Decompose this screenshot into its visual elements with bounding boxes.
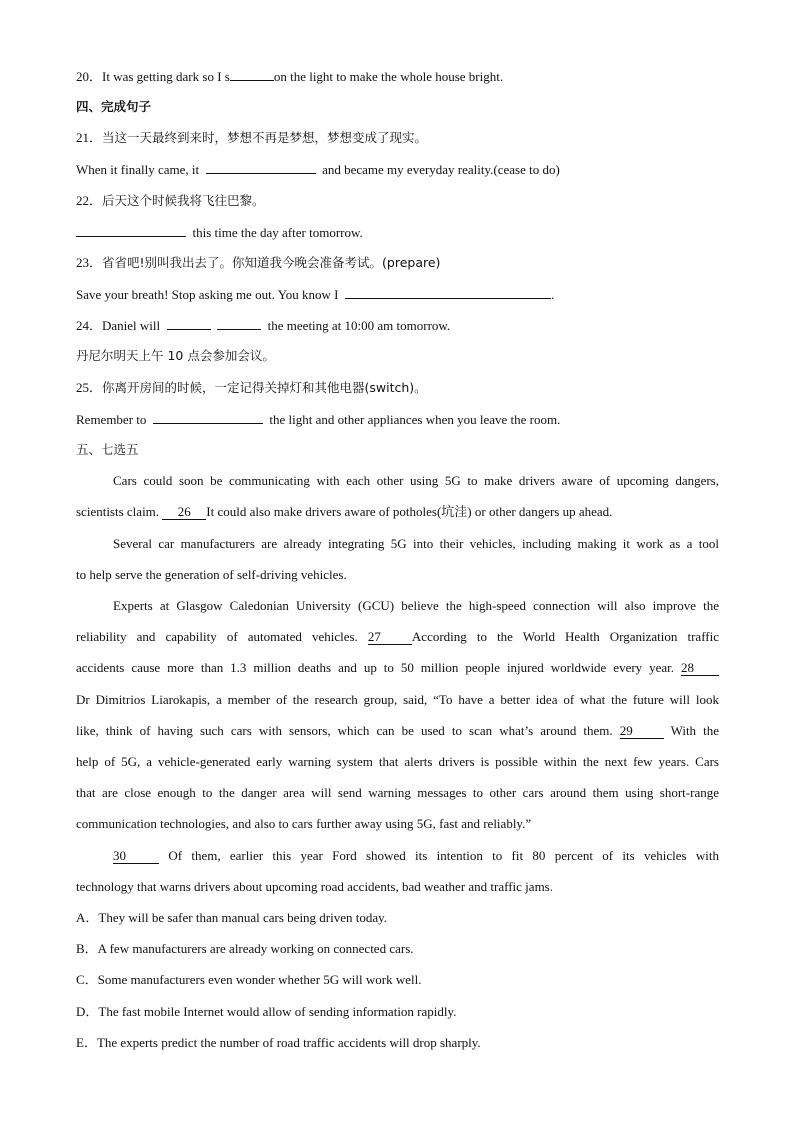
question-23-sentence: Save your breath! Stop asking me out. You know I . <box>76 287 555 302</box>
passage-line: Cars could soon be communicating with each other using 5G to make drivers aware of upcoming dangers, <box>113 473 719 488</box>
section-5-title: 五、七选五 <box>76 442 139 457</box>
passage-line: technology that warns drivers about upcoming road accidents, bad weather and traffic jams. <box>76 879 553 894</box>
question-23-prompt: 23．省省吧!别叫我出去了。你知道我今晚会准备考试。(prepare) <box>76 255 441 270</box>
passage-line: that are close enough to the danger area will send warning messages to other cars around them using short-range <box>76 785 719 800</box>
option-a[interactable]: A．They will be safer than manual cars being driven today. <box>76 910 388 925</box>
passage-line: communication technologies, and also to cars further away using 5G, fast and reliably.” <box>76 816 532 831</box>
question-22-prompt: 22．后天这个时候我将飞往巴黎。 <box>76 193 265 208</box>
passage-line: Several car manufacturers are already integrating 5G into their vehicles, including making it work as a tool <box>113 536 719 551</box>
passage-line: 30 Of them, earlier this year Ford showed its intention to fit 80 percent of its vehicles with <box>113 848 719 863</box>
answer-blank[interactable] <box>153 411 263 424</box>
answer-blank[interactable] <box>345 286 551 299</box>
question-20: 20．It was getting dark so I s on the light to make the whole house bright. <box>76 69 504 84</box>
answer-blank[interactable] <box>217 317 261 330</box>
option-b[interactable]: B．A few manufacturers are already working on connected cars. <box>76 941 414 956</box>
answer-blank[interactable] <box>230 68 274 81</box>
question-24-translation: 丹尼尔明天上午 10 点会参加会议。 <box>76 348 275 363</box>
question-24-sentence: 24．Daniel will the meeting at 10:00 am tomorrow. <box>76 318 451 333</box>
question-number: 20． <box>76 69 103 84</box>
passage-line: scientists claim. 26 It could also make drivers aware of potholes(坑洼) or other dangers up ahead. <box>76 504 613 519</box>
question-22-sentence: this time the day after tomorrow. <box>76 224 363 241</box>
question-25-prompt: 25．你离开房间的时候，一定记得关掉灯和其他电器(switch)。 <box>76 380 427 395</box>
section-4-title: 四、完成句子 <box>76 99 152 114</box>
blank-30[interactable]: 30 <box>113 849 159 864</box>
passage-line: Experts at Glasgow Caledonian University (GCU) believe the high-speed connection will also improve the <box>113 598 719 613</box>
question-21-sentence: When it finally came, it and became my everyday reality.(cease to do) <box>76 162 560 177</box>
answer-blank[interactable] <box>167 317 211 330</box>
blank-26[interactable]: 26 <box>162 505 206 520</box>
option-e[interactable]: E．The experts predict the number of road traffic accidents will drop sharply. <box>76 1035 481 1050</box>
question-25-sentence: Remember to the light and other appliances when you leave the room. <box>76 412 561 427</box>
passage-line: to help serve the generation of self-driving vehicles. <box>76 567 347 582</box>
answer-blank[interactable] <box>206 161 316 174</box>
answer-blank[interactable] <box>76 224 186 237</box>
passage-line: Dr Dimitrios Liarokapis, a member of the research group, said, “To have a better idea of what the future will look <box>76 692 719 707</box>
passage-line: help of 5G, a vehicle-generated early warning system that alerts drivers is possible within the next few years. Cars <box>76 754 719 769</box>
blank-28[interactable]: 28 <box>681 661 719 676</box>
passage-line: accidents cause more than 1.3 million deaths and up to 50 million people injured worldwide every year. 28 <box>76 660 719 676</box>
question-21-prompt: 21．当这一天最终到来时，梦想不再是梦想，梦想变成了现实。 <box>76 130 428 145</box>
passage-line: reliability and capability of automated vehicles. 27 According to the World Health Organization traffic <box>76 629 720 644</box>
passage-line: like, think of having such cars with sensors, which can be used to scan what’s around them. 29 With the <box>76 723 720 738</box>
option-d[interactable]: D．The fast mobile Internet would allow of sending information rapidly. <box>76 1004 457 1019</box>
blank-29[interactable]: 29 <box>620 724 664 739</box>
option-c[interactable]: C．Some manufacturers even wonder whether 5G will work well. <box>76 972 422 987</box>
blank-27[interactable]: 27 <box>368 630 412 645</box>
